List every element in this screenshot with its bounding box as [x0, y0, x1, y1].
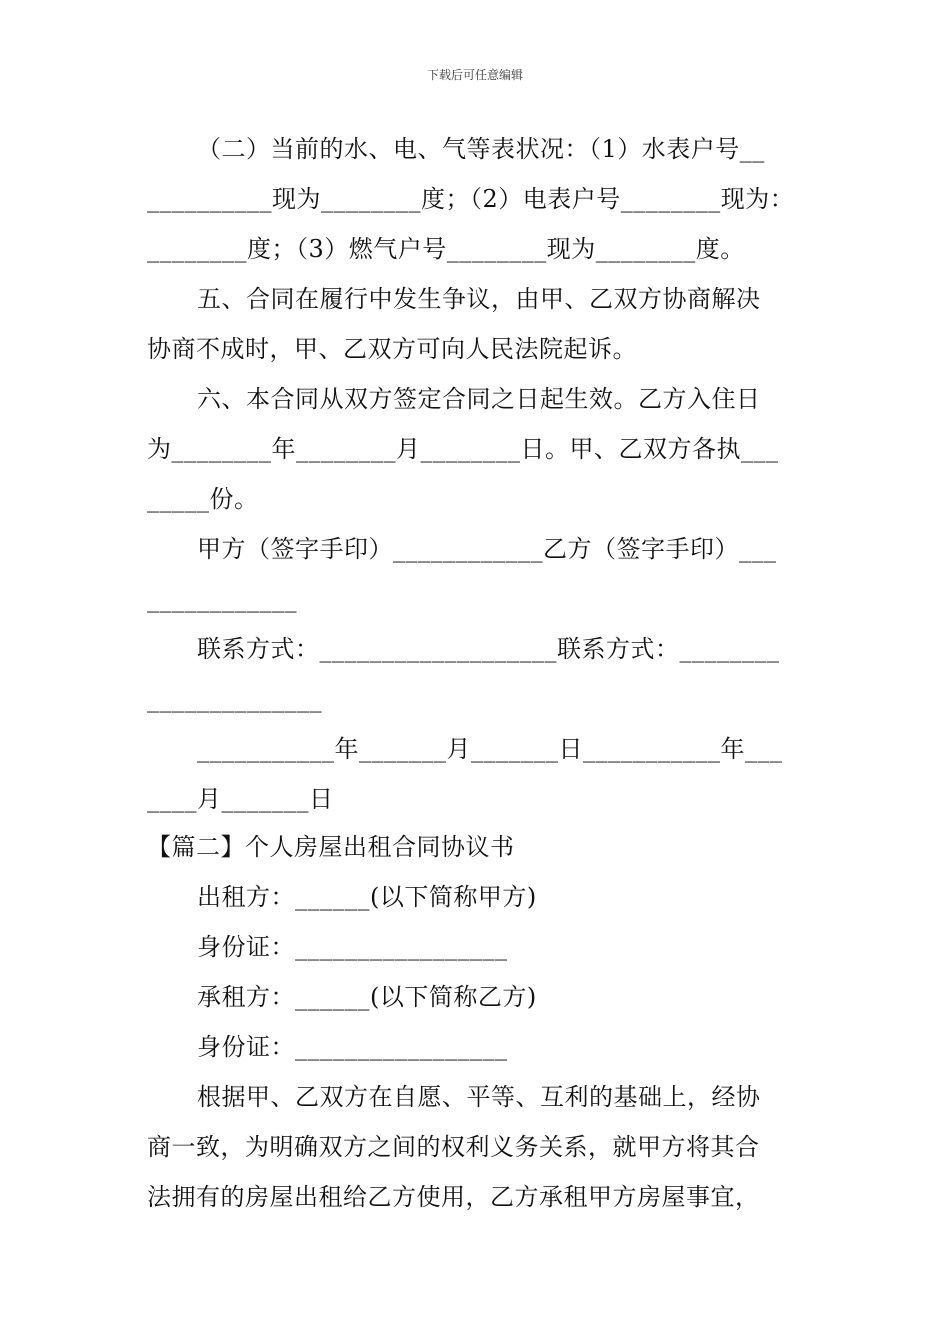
- gas-meter-line: ________度；（3）燃气户号________现为________度。: [147, 235, 745, 263]
- effective-clause-line-1: 六、本合同从双方签定合同之日起生效。乙方入住日: [197, 385, 761, 413]
- preamble-line-1: 根据甲、乙双方在自愿、平等、互利的基础上，经协: [197, 1083, 761, 1111]
- preamble-line-2: 商一致，为明确双方之间的权利义务关系，就甲方将其合: [147, 1133, 760, 1161]
- preamble-line-3: 法拥有的房屋出租给乙方使用，乙方承租甲方房屋事宜，: [147, 1183, 760, 1211]
- lessor-id-line: 身份证：_________________: [197, 933, 508, 961]
- date-line: ___________年_______月_______日___________年___: [197, 735, 783, 763]
- dispute-clause-line-1: 五、合同在履行中发生争议，由甲、乙双方协商解决: [197, 285, 761, 313]
- effective-clause-line-2: 为________年________月________日。甲、乙双方各执___: [147, 435, 779, 463]
- lessor-line: 出租方：______(以下简称甲方): [197, 883, 537, 911]
- section-title: 【篇二】个人房屋出租合同协议书: [147, 833, 515, 861]
- page-header-note: 下载后可任意编辑: [426, 68, 523, 82]
- lessee-line: 承租方：______(以下简称乙方): [197, 983, 537, 1011]
- effective-clause-line-3: _____份。: [147, 485, 259, 513]
- electric-meter-line: __________现为________度；（2）电表户号________现为：: [147, 185, 795, 213]
- signature-line: 甲方（签字手印）____________乙方（签字手印）___: [197, 535, 777, 563]
- contact-line-cont: ______________: [147, 685, 322, 713]
- date-line-cont: ____月_______日: [147, 785, 334, 813]
- dispute-clause-line-2: 协商不成时，甲、乙双方可向人民法院起诉。: [147, 335, 637, 363]
- lessee-id-line: 身份证：_________________: [197, 1033, 508, 1061]
- signature-line-cont: ____________: [147, 585, 297, 613]
- water-meter-line: （二）当前的水、电、气等表状况：（1）水表户号__: [197, 135, 765, 163]
- contact-line: 联系方式：___________________联系方式：________: [197, 635, 780, 663]
